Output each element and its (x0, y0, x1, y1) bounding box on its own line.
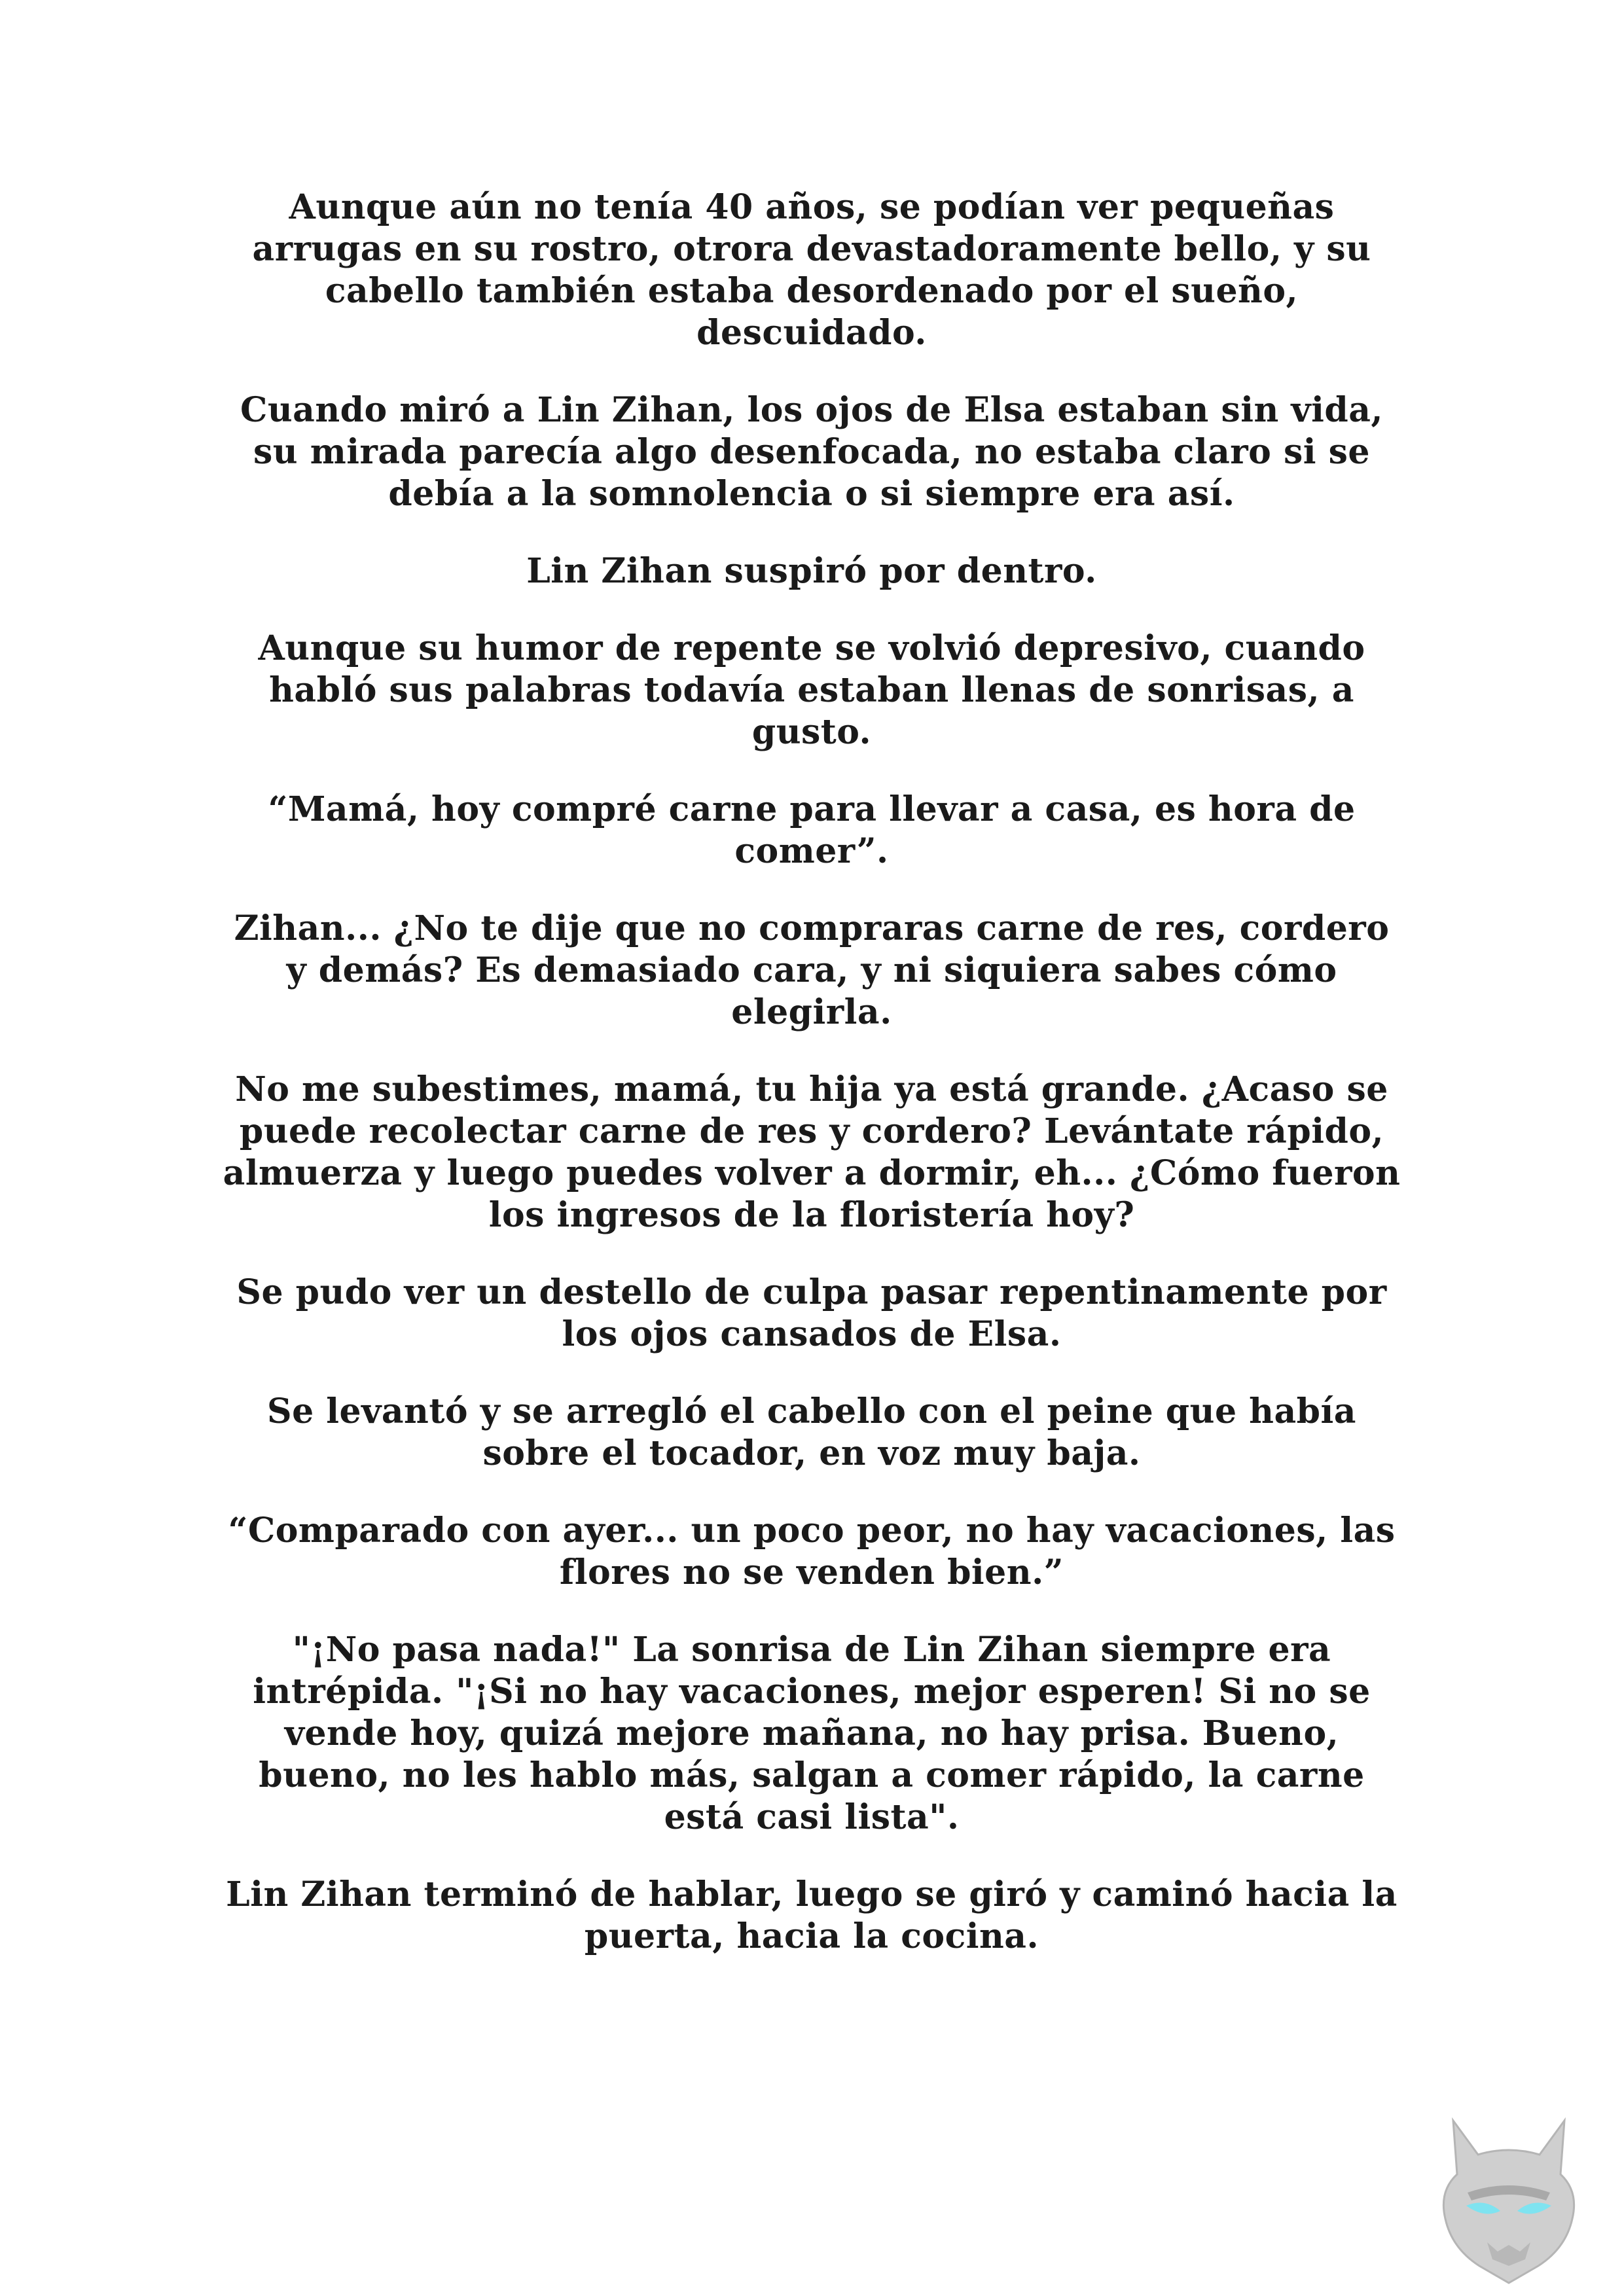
paragraph-3: Lin Zihan suspiró por dentro. (526, 551, 1097, 591)
paragraph-8: Se pudo ver un destello de culpa pasar repentinamente por los ojos cansados de Elsa. (236, 1272, 1387, 1354)
paragraph-10: “Comparado con ayer... un poco peor, no hay vacaciones, las flores no se venden bien.” (228, 1511, 1396, 1592)
paragraph-6: Zihan... ¿No te dije que no compraras carne de res, cordero y demás? Es demasiado cara, y ni siquiera sabes cómo elegirla. (234, 908, 1390, 1032)
paragraph-4: Aunque su humor de repente se volvió depresivo, cuando habló sus palabras todavía estaban llenas de sonrisas, a gusto. (258, 628, 1365, 752)
paragraph-12: Lin Zihan terminó de hablar, luego se giró y caminó hacia la puerta, hacia la cocina. (226, 1874, 1398, 1956)
paragraph-11: "¡No pasa nada!" La sonrisa de Lin Zihan siempre era intrépida. "¡Si no hay vacaciones, mejor esperen! Si no se vende hoy, quizá mejore mañana, no hay prisa. Bueno, bueno, no les hablo más, salgan a comer rápido, la carne está casi lista". (253, 1630, 1371, 1837)
paragraph-2: Cuando miró a Lin Zihan, los ojos de Elsa estaban sin vida, su mirada parecía algo desenfocada, no estaba claro si se debía a la somnolencia o si siempre era así. (240, 390, 1384, 514)
demon-head-icon (1427, 2114, 1591, 2284)
paragraph-1: Aunque aún no tenía 40 años, se podían ver pequeñas arrugas en su rostro, otrora devastadoramente bello, y su cabello también estaba desordenado por el sueño, descuidado. (252, 187, 1371, 353)
paragraph-7: No me subestimes, mamá, tu hija ya está grande. ¿Acaso se puede recolectar carne de res y cordero? Levántate rápido, almuerza y luego puedes volver a dormir, eh... ¿Cómo fueron los ingresos de la floristería hoy? (223, 1069, 1401, 1235)
paragraph-9: Se levantó y se arregló el cabello con el peine que había sobre el tocador, en voz muy baja. (267, 1391, 1356, 1473)
story-text (223, 187, 1401, 1993)
paragraph-5: “Mamá, hoy compré carne para llevar a casa, es hora de comer”. (268, 789, 1356, 871)
